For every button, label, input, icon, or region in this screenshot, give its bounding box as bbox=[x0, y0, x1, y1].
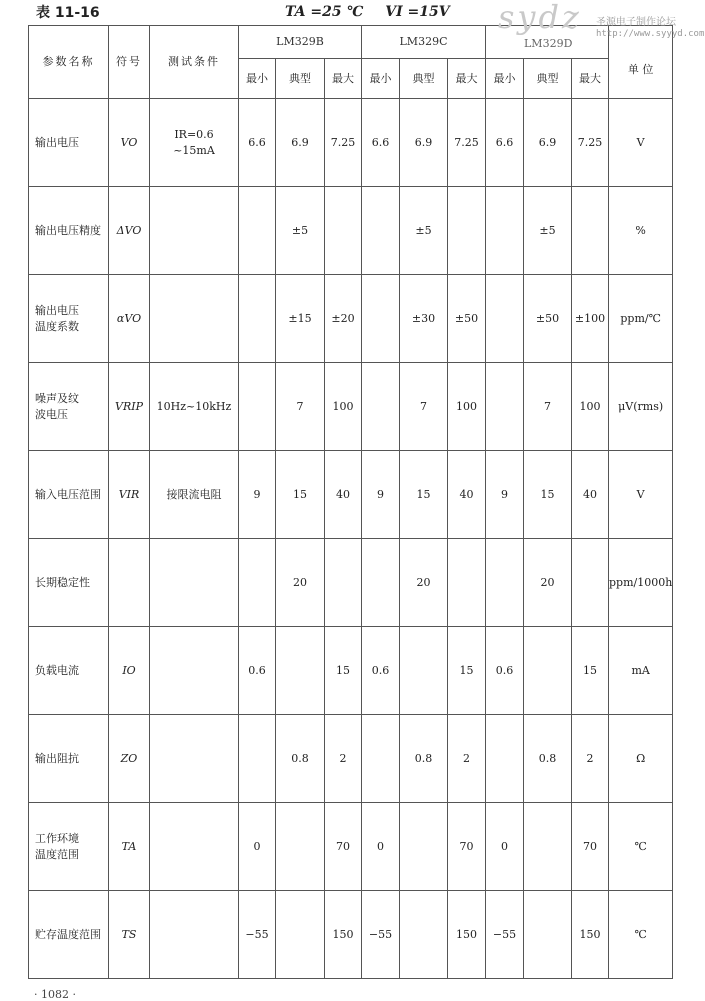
param-name-cell bbox=[29, 803, 109, 891]
value-d-min: 0.6 bbox=[486, 627, 524, 715]
param-name-cell bbox=[29, 627, 109, 715]
value-d-max: 7.25 bbox=[572, 99, 609, 187]
value-c-typ: ±30 bbox=[400, 275, 448, 363]
test-condition: 10Hz~10kHz bbox=[156, 399, 232, 413]
value-d-min bbox=[486, 539, 524, 627]
value-b-typ bbox=[276, 627, 325, 715]
value-b-min bbox=[239, 715, 276, 803]
header-symbol: 符号 bbox=[109, 26, 150, 99]
test-condition-cell bbox=[150, 275, 239, 363]
param-name: 输入电压范围 bbox=[35, 487, 101, 501]
value-b-typ: 20 bbox=[276, 539, 325, 627]
page-number: · 1082 · bbox=[34, 988, 76, 1001]
value-b-min bbox=[239, 275, 276, 363]
value-c-typ bbox=[400, 627, 448, 715]
value-d-max: 2 bbox=[572, 715, 609, 803]
value-b-max bbox=[325, 187, 362, 275]
param-name-cell bbox=[29, 539, 109, 627]
param-name: 输出电压 bbox=[35, 135, 79, 149]
test-condition-cell bbox=[150, 539, 239, 627]
value-d-min: 6.6 bbox=[486, 99, 524, 187]
value-d-typ bbox=[524, 627, 572, 715]
test-condition-cell bbox=[150, 627, 239, 715]
value-b-max: 15 bbox=[325, 627, 362, 715]
symbol-cell: ZO bbox=[109, 715, 150, 803]
value-c-typ: 15 bbox=[400, 451, 448, 539]
value-d-typ: ±5 bbox=[524, 187, 572, 275]
value-b-typ: ±15 bbox=[276, 275, 325, 363]
value-c-min bbox=[362, 363, 400, 451]
value-c-typ bbox=[400, 803, 448, 891]
value-b-min bbox=[239, 539, 276, 627]
symbol-cell: ΔVO bbox=[109, 187, 150, 275]
watermark-site-name: 圣源电子制作论坛 bbox=[596, 17, 676, 28]
symbol-cell: TA bbox=[109, 803, 150, 891]
value-b-max bbox=[325, 539, 362, 627]
symbol-cell: VO bbox=[109, 99, 150, 187]
unit-cell: V bbox=[609, 451, 673, 539]
value-d-typ: 0.8 bbox=[524, 715, 572, 803]
value-b-max: 2 bbox=[325, 715, 362, 803]
value-b-min bbox=[239, 187, 276, 275]
unit-cell: mA bbox=[609, 627, 673, 715]
table-row bbox=[29, 627, 673, 715]
condition-ta: TA =25 ℃ bbox=[285, 4, 364, 20]
value-b-max: 150 bbox=[325, 891, 362, 979]
value-b-min: 9 bbox=[239, 451, 276, 539]
value-b-max: 7.25 bbox=[325, 99, 362, 187]
value-d-min bbox=[486, 187, 524, 275]
symbol-cell: TS bbox=[109, 891, 150, 979]
header-max: 最大 bbox=[448, 59, 486, 99]
value-c-typ: 20 bbox=[400, 539, 448, 627]
param-name-cell bbox=[29, 715, 109, 803]
test-conditions bbox=[285, 4, 450, 20]
header-max: 最大 bbox=[572, 59, 609, 99]
value-d-min bbox=[486, 363, 524, 451]
param-name: 温度系数 bbox=[35, 319, 79, 333]
value-c-min: 9 bbox=[362, 451, 400, 539]
unit-cell: ℃ bbox=[609, 803, 673, 891]
value-b-max: 70 bbox=[325, 803, 362, 891]
value-d-max: 150 bbox=[572, 891, 609, 979]
watermark-logo: sydz bbox=[498, 0, 582, 36]
value-d-typ: 6.9 bbox=[524, 99, 572, 187]
table-row bbox=[29, 715, 673, 803]
value-c-typ: 7 bbox=[400, 363, 448, 451]
value-c-min: 6.6 bbox=[362, 99, 400, 187]
unit-cell: % bbox=[609, 187, 673, 275]
value-b-min bbox=[239, 363, 276, 451]
value-d-typ: ±50 bbox=[524, 275, 572, 363]
watermark-url: http://www.syyyd.com bbox=[596, 29, 705, 39]
unit-cell: μV(rms) bbox=[609, 363, 673, 451]
value-c-min bbox=[362, 275, 400, 363]
value-c-max: 150 bbox=[448, 891, 486, 979]
value-d-typ bbox=[524, 803, 572, 891]
value-d-max: 70 bbox=[572, 803, 609, 891]
value-b-typ: 0.8 bbox=[276, 715, 325, 803]
param-name: 工作环境 bbox=[35, 831, 79, 845]
header-unit: 单 位 bbox=[609, 26, 673, 99]
value-c-max: 40 bbox=[448, 451, 486, 539]
value-b-min: 0.6 bbox=[239, 627, 276, 715]
header-min: 最小 bbox=[239, 59, 276, 99]
symbol-cell: αVO bbox=[109, 275, 150, 363]
table-body bbox=[29, 99, 673, 979]
value-c-max: ±50 bbox=[448, 275, 486, 363]
symbol-cell: VIR bbox=[109, 451, 150, 539]
param-name: 贮存温度范围 bbox=[35, 927, 101, 941]
value-b-max: ±20 bbox=[325, 275, 362, 363]
table-number: 表 11-16 bbox=[36, 5, 100, 21]
test-condition-cell bbox=[150, 715, 239, 803]
value-c-typ: 6.9 bbox=[400, 99, 448, 187]
value-b-min: −55 bbox=[239, 891, 276, 979]
test-condition: 接限流电阻 bbox=[166, 487, 222, 501]
value-d-min bbox=[486, 715, 524, 803]
value-d-max: 15 bbox=[572, 627, 609, 715]
test-condition: IR=0.6 bbox=[174, 127, 214, 141]
header-max: 最大 bbox=[325, 59, 362, 99]
param-name-cell bbox=[29, 363, 109, 451]
value-c-max: 7.25 bbox=[448, 99, 486, 187]
value-b-typ bbox=[276, 803, 325, 891]
value-d-max: 40 bbox=[572, 451, 609, 539]
value-c-min: −55 bbox=[362, 891, 400, 979]
value-d-min bbox=[486, 275, 524, 363]
value-c-typ: 0.8 bbox=[400, 715, 448, 803]
test-condition: ~15mA bbox=[173, 143, 215, 157]
header-group-d-label: LM329D bbox=[524, 37, 573, 50]
header-group-b: LM329B bbox=[239, 26, 362, 59]
unit-cell: Ω bbox=[609, 715, 673, 803]
unit-cell: V bbox=[609, 99, 673, 187]
value-d-min: 0 bbox=[486, 803, 524, 891]
table-row bbox=[29, 451, 673, 539]
value-d-max bbox=[572, 539, 609, 627]
test-condition-cell bbox=[150, 99, 239, 187]
test-condition-cell bbox=[150, 187, 239, 275]
spec-table bbox=[28, 25, 673, 979]
value-c-max: 70 bbox=[448, 803, 486, 891]
value-b-typ: 7 bbox=[276, 363, 325, 451]
value-d-min: 9 bbox=[486, 451, 524, 539]
param-name: 温度范围 bbox=[35, 847, 79, 861]
header-test-condition: 测试条件 bbox=[150, 26, 239, 99]
value-d-max bbox=[572, 187, 609, 275]
value-d-max: ±100 bbox=[572, 275, 609, 363]
value-c-min bbox=[362, 539, 400, 627]
header-typ: 典型 bbox=[276, 59, 325, 99]
param-name: 波电压 bbox=[35, 407, 68, 421]
test-condition-cell bbox=[150, 891, 239, 979]
header-min: 最小 bbox=[362, 59, 400, 99]
value-b-typ: 15 bbox=[276, 451, 325, 539]
table-row bbox=[29, 363, 673, 451]
table-row bbox=[29, 803, 673, 891]
watermark bbox=[488, 2, 705, 48]
header-group-c: LM329C bbox=[362, 26, 486, 59]
unit-cell: ppm/1000h bbox=[609, 539, 673, 627]
value-b-typ: 6.9 bbox=[276, 99, 325, 187]
header-min: 最小 bbox=[486, 59, 524, 99]
value-c-min bbox=[362, 715, 400, 803]
value-c-max: 2 bbox=[448, 715, 486, 803]
table-row bbox=[29, 891, 673, 979]
value-c-max bbox=[448, 539, 486, 627]
value-b-max: 40 bbox=[325, 451, 362, 539]
value-b-max: 100 bbox=[325, 363, 362, 451]
param-name-cell bbox=[29, 99, 109, 187]
param-name-cell bbox=[29, 891, 109, 979]
param-name-cell bbox=[29, 275, 109, 363]
header-typ: 典型 bbox=[400, 59, 448, 99]
table-row bbox=[29, 99, 673, 187]
test-condition-cell bbox=[150, 363, 239, 451]
header-typ: 典型 bbox=[524, 59, 572, 99]
value-b-typ: ±5 bbox=[276, 187, 325, 275]
value-d-max: 100 bbox=[572, 363, 609, 451]
table-row bbox=[29, 187, 673, 275]
symbol-cell: VRIP bbox=[109, 363, 150, 451]
param-name: 输出阻抗 bbox=[35, 751, 79, 765]
condition-vi: VI =15V bbox=[385, 4, 450, 20]
param-name: 负载电流 bbox=[35, 663, 79, 677]
value-c-max bbox=[448, 187, 486, 275]
value-d-typ: 15 bbox=[524, 451, 572, 539]
value-c-max: 100 bbox=[448, 363, 486, 451]
value-c-min bbox=[362, 187, 400, 275]
value-c-min: 0.6 bbox=[362, 627, 400, 715]
table-row bbox=[29, 275, 673, 363]
header-param: 参数名称 bbox=[29, 26, 109, 99]
value-b-typ bbox=[276, 891, 325, 979]
param-name: 输出电压精度 bbox=[35, 223, 101, 237]
value-c-typ: ±5 bbox=[400, 187, 448, 275]
value-d-min: −55 bbox=[486, 891, 524, 979]
value-b-min: 0 bbox=[239, 803, 276, 891]
unit-cell: ppm/℃ bbox=[609, 275, 673, 363]
value-c-max: 15 bbox=[448, 627, 486, 715]
value-c-min: 0 bbox=[362, 803, 400, 891]
value-c-typ bbox=[400, 891, 448, 979]
unit-cell: ℃ bbox=[609, 891, 673, 979]
symbol-cell bbox=[109, 539, 150, 627]
test-condition-cell bbox=[150, 451, 239, 539]
value-d-typ: 7 bbox=[524, 363, 572, 451]
value-b-min: 6.6 bbox=[239, 99, 276, 187]
value-d-typ bbox=[524, 891, 572, 979]
param-name: 输出电压 bbox=[35, 303, 79, 317]
param-name: 长期稳定性 bbox=[35, 575, 90, 589]
test-condition-cell bbox=[150, 803, 239, 891]
param-name-cell bbox=[29, 451, 109, 539]
symbol-cell: IO bbox=[109, 627, 150, 715]
table-row bbox=[29, 539, 673, 627]
param-name-cell bbox=[29, 187, 109, 275]
value-d-typ: 20 bbox=[524, 539, 572, 627]
param-name: 噪声及纹 bbox=[35, 391, 79, 405]
